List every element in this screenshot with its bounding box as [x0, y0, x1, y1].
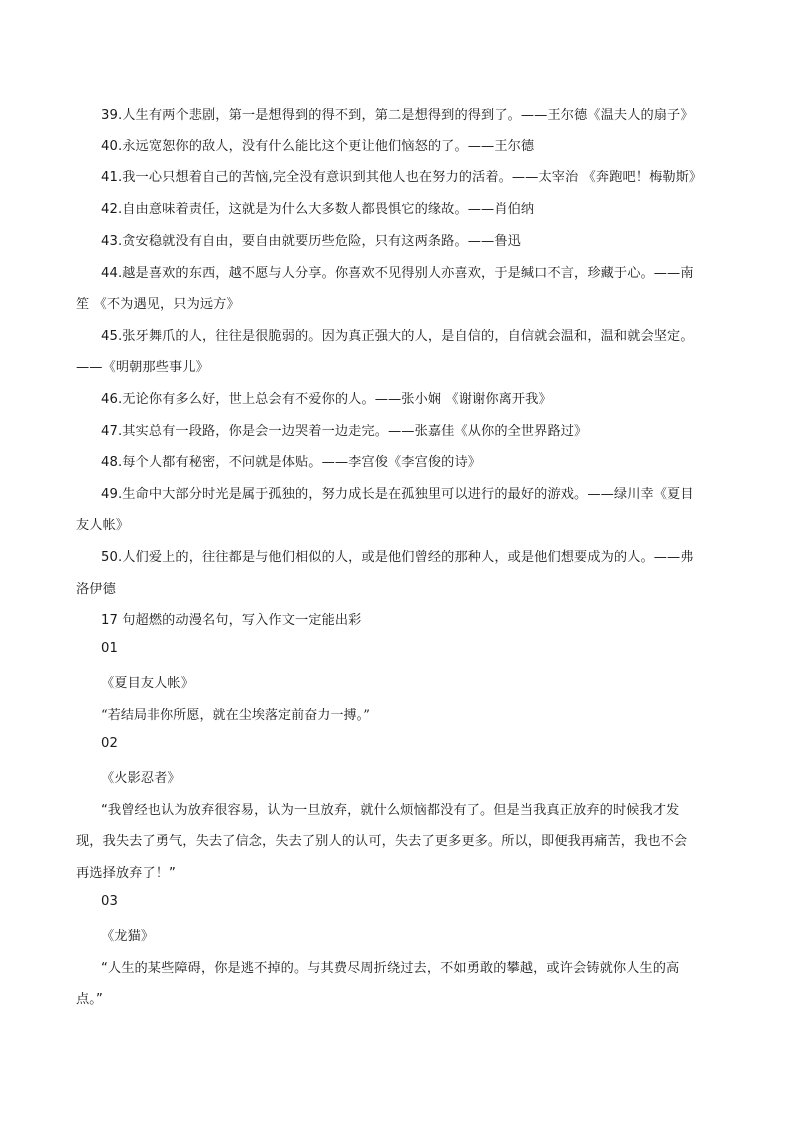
- quote-40: 40.永远宽恕你的敌人，没有什么能比这个更让他们恼怒的了。——王尔德: [101, 139, 535, 154]
- item-quote-03-cont: 点。”: [76, 992, 103, 1007]
- quote-47: 47.其实总有一段路，你是会一边哭着一边走完。——张嘉佳《从你的全世界路过》: [101, 424, 588, 439]
- item-quote-02-cont2: 再选择放弃了！”: [76, 866, 176, 881]
- quote-45-cont: ——《明朝那些事儿》: [76, 360, 209, 375]
- quote-50-cont: 洛伊德: [76, 582, 116, 597]
- section-heading: 17 句超燃的动漫名句，写入作文一定能出彩: [101, 613, 362, 628]
- item-quote-02-cont: 现，我失去了勇气，失去了信念，失去了别人的认可，失去了更多更多。所以，即便我再痛苦，我也不会: [76, 834, 688, 849]
- quote-49: 49.生命中大部分时光是属于孤独的，努力成长是在孤独里可以进行的最好的游戏。——绿川幸《夏目: [101, 487, 694, 502]
- quote-46: 46.无论你有多么好，世上总会有不爱你的人。——张小娴 《谢谢你离开我》: [101, 392, 552, 407]
- item-quote-01: “若结局非你所愿，就在尘埃落定前奋力一搏。”: [101, 708, 370, 723]
- item-number-02: 02: [101, 736, 118, 751]
- quote-44-cont: 笙 《不为遇见，只为远方》: [76, 297, 240, 312]
- quote-49-cont: 友人帐》: [76, 518, 130, 533]
- quote-45: 45.张牙舞爪的人，往往是很脆弱的。因为真正强大的人，是自信的，自信就会温和，温和就会坚定。: [101, 329, 694, 344]
- quote-48: 48.每个人都有秘密，不问就是体贴。——李宫俊《李宫俊的诗》: [101, 455, 482, 470]
- item-number-03: 03: [101, 894, 118, 909]
- item-title-02: 《火影忍者》: [101, 771, 181, 786]
- item-title-01: 《夏目友人帐》: [101, 676, 195, 691]
- item-number-01: 01: [101, 641, 118, 656]
- quote-39: 39.人生有两个悲剧，第一是想得到的得不到，第二是想得到的得到了。——王尔德《温夫人的扇子》: [101, 108, 694, 123]
- item-quote-02: “我曾经也认为放弃很容易，认为一旦放弃，就什么烦恼都没有了。但是当我真正放弃的时候我才发: [101, 803, 680, 818]
- quote-42: 42.自由意味着责任，这就是为什么大多数人都畏惧它的缘故。——肖伯纳: [101, 202, 535, 217]
- item-quote-03: “人生的某些障碍，你是逃不掉的。与其费尽周折绕过去，不如勇敢的攀越，或许会铸就你人生的高: [101, 961, 680, 976]
- quote-50: 50.人们爱上的，往往都是与他们相似的人，或是他们曾经的那种人，或是他们想要成为的人。——弗: [101, 550, 694, 565]
- quote-44: 44.越是喜欢的东西，越不愿与人分享。你喜欢不见得别人亦喜欢，于是缄口不言，珍藏于心。——南: [101, 266, 694, 281]
- quote-41: 41.我一心只想着自己的苦恼,完全没有意识到其他人也在努力的活着。——太宰治 《奔跑吧！梅勒斯》: [101, 170, 703, 185]
- item-title-03: 《龙猫》: [101, 929, 155, 944]
- quote-43: 43.贪安稳就没有自由，要自由就要历些危险，只有这两条路。——鲁迅: [101, 234, 521, 249]
